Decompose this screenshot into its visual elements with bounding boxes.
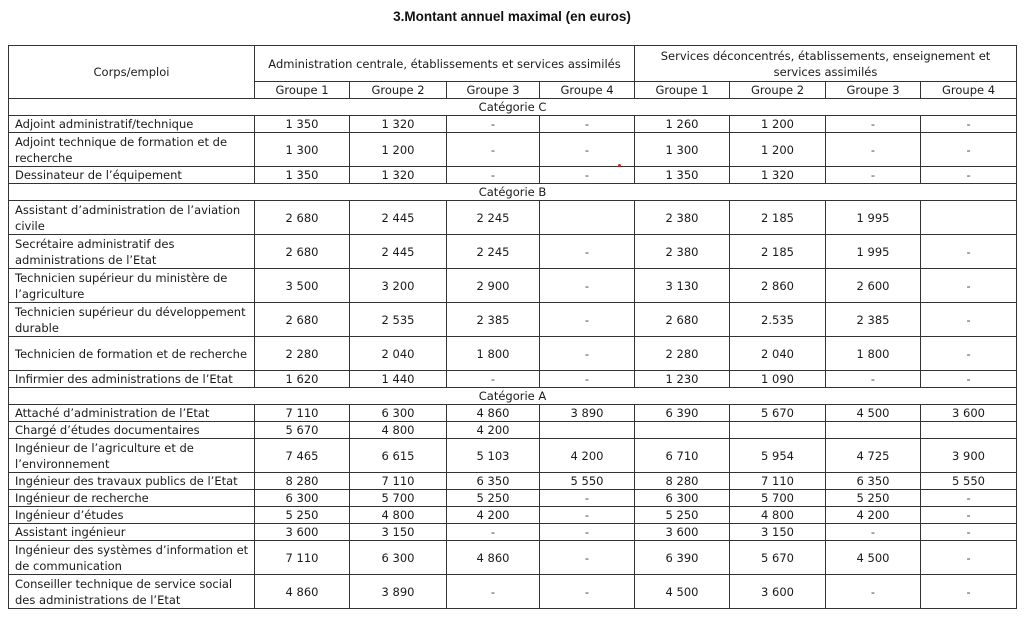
- amount-cell: -: [921, 507, 1017, 524]
- amount-cell: 8 280: [255, 473, 350, 490]
- amount-cell: -: [921, 490, 1017, 507]
- amount-cell: 7 465: [255, 439, 350, 473]
- amount-cell: 1 260: [635, 116, 730, 133]
- amount-cell: -: [540, 269, 635, 303]
- amount-cell: -: [540, 524, 635, 541]
- column-header-corps: Corps/emploi: [9, 46, 255, 99]
- amount-cell: -: [540, 167, 635, 184]
- amount-cell: 4 500: [826, 541, 921, 575]
- red-dot-mark: [618, 164, 621, 167]
- table-row: [9, 575, 1017, 609]
- amount-cell: 2 445: [350, 201, 447, 235]
- category-row: [9, 388, 1017, 405]
- page-title: 3.Montant annuel maximal (en euros): [393, 9, 631, 24]
- amount-cell: 2 245: [447, 201, 540, 235]
- amount-cell: 4 500: [826, 405, 921, 422]
- corps-label: Assistant d’administration de l’aviation civile: [9, 201, 255, 235]
- table-row: [9, 269, 1017, 303]
- category-row: [9, 184, 1017, 201]
- amount-cell: [540, 422, 635, 439]
- corps-label: Secrétaire administratif des administrations de l’Etat: [9, 235, 255, 269]
- amount-cell: -: [826, 371, 921, 388]
- table-row: [9, 337, 1017, 371]
- amount-cell: 3 200: [350, 269, 447, 303]
- category-label: Catégorie C: [9, 99, 1017, 116]
- amount-cell: 4 200: [826, 507, 921, 524]
- corps-label: Technicien supérieur du ministère de l’agriculture: [9, 269, 255, 303]
- table-row: [9, 303, 1017, 337]
- amount-cell: 6 300: [350, 405, 447, 422]
- corps-label: Chargé d’études documentaires: [9, 422, 255, 439]
- amount-cell: 5 670: [730, 541, 826, 575]
- amount-cell: 5 250: [447, 490, 540, 507]
- column-header-groupe: Groupe 4: [921, 82, 1017, 99]
- amount-cell: 3 600: [635, 524, 730, 541]
- amount-cell: 6 710: [635, 439, 730, 473]
- corps-label: Dessinateur de l’équipement: [9, 167, 255, 184]
- amount-cell: -: [826, 167, 921, 184]
- amount-cell: 6 300: [255, 490, 350, 507]
- amount-cell: 3 890: [350, 575, 447, 609]
- amount-cell: 2 380: [635, 235, 730, 269]
- amount-cell: [540, 201, 635, 235]
- amount-cell: 5 550: [540, 473, 635, 490]
- amount-cell: -: [921, 371, 1017, 388]
- amount-cell: 5 103: [447, 439, 540, 473]
- corps-label: Ingénieur de l’agriculture et de l’environnement: [9, 439, 255, 473]
- table-row: [9, 235, 1017, 269]
- amount-cell: -: [921, 337, 1017, 371]
- category-label: Catégorie A: [9, 388, 1017, 405]
- column-group-administration-centrale: Administration centrale, établissements et services assimilés: [255, 46, 635, 82]
- amount-cell: 1 090: [730, 371, 826, 388]
- amount-cell: 6 350: [447, 473, 540, 490]
- amount-cell: 1 350: [255, 167, 350, 184]
- header-row-top: [9, 46, 1017, 82]
- amount-cell: -: [540, 490, 635, 507]
- column-group-services-deconcentres: Services déconcentrés, établissements, enseignement et services assimilés: [635, 46, 1017, 82]
- amount-cell: 2 040: [350, 337, 447, 371]
- amount-cell: -: [540, 575, 635, 609]
- column-header-groupe: Groupe 4: [540, 82, 635, 99]
- amount-cell: 5 954: [730, 439, 826, 473]
- amount-cell: -: [540, 507, 635, 524]
- amount-cell: 4 200: [447, 507, 540, 524]
- amount-cell: 2 385: [826, 303, 921, 337]
- table-row: [9, 541, 1017, 575]
- amount-cell: [826, 422, 921, 439]
- allowance-table: [8, 45, 1017, 609]
- amount-cell: 2 680: [255, 235, 350, 269]
- amount-cell: 1 800: [447, 337, 540, 371]
- column-header-groupe: Groupe 3: [447, 82, 540, 99]
- amount-cell: -: [540, 116, 635, 133]
- amount-cell: -: [447, 524, 540, 541]
- amount-cell: 2 280: [255, 337, 350, 371]
- amount-cell: 2 680: [255, 201, 350, 235]
- amount-cell: 2 245: [447, 235, 540, 269]
- amount-cell: -: [447, 371, 540, 388]
- amount-cell: 5 250: [635, 507, 730, 524]
- amount-cell: -: [921, 235, 1017, 269]
- amount-cell: 3 130: [635, 269, 730, 303]
- amount-cell: 2 040: [730, 337, 826, 371]
- amount-cell: 1 995: [826, 201, 921, 235]
- amount-cell: 1 320: [350, 116, 447, 133]
- amount-cell: [921, 422, 1017, 439]
- corps-label: Assistant ingénieur: [9, 524, 255, 541]
- corps-label: Infirmier des administrations de l’Etat: [9, 371, 255, 388]
- amount-cell: 5 250: [826, 490, 921, 507]
- amount-cell: 7 110: [255, 541, 350, 575]
- amount-cell: -: [447, 116, 540, 133]
- table-row: [9, 507, 1017, 524]
- column-header-groupe: Groupe 2: [350, 82, 447, 99]
- amount-cell: 1 995: [826, 235, 921, 269]
- amount-cell: -: [826, 133, 921, 167]
- table-row: [9, 473, 1017, 490]
- amount-cell: 6 300: [635, 490, 730, 507]
- amount-cell: 1 200: [350, 133, 447, 167]
- amount-cell: -: [540, 337, 635, 371]
- amount-cell: 2 185: [730, 201, 826, 235]
- corps-label: Technicien supérieur du développement durable: [9, 303, 255, 337]
- amount-cell: 8 280: [635, 473, 730, 490]
- amount-cell: 4 725: [826, 439, 921, 473]
- amount-cell: -: [921, 575, 1017, 609]
- amount-cell: 2 385: [447, 303, 540, 337]
- amount-cell: -: [540, 541, 635, 575]
- table-row: [9, 524, 1017, 541]
- amount-cell: 6 300: [350, 541, 447, 575]
- amount-cell: 3 890: [540, 405, 635, 422]
- amount-cell: -: [826, 524, 921, 541]
- amount-cell: 1 320: [350, 167, 447, 184]
- amount-cell: 3 150: [730, 524, 826, 541]
- category-label: Catégorie B: [9, 184, 1017, 201]
- amount-cell: 2 280: [635, 337, 730, 371]
- amount-cell: 3 900: [921, 439, 1017, 473]
- amount-cell: 2 900: [447, 269, 540, 303]
- table-row: [9, 405, 1017, 422]
- amount-cell: -: [540, 303, 635, 337]
- column-header-groupe: Groupe 1: [255, 82, 350, 99]
- amount-cell: 4 200: [540, 439, 635, 473]
- amount-cell: 1 440: [350, 371, 447, 388]
- amount-cell: -: [826, 116, 921, 133]
- amount-cell: 5 700: [730, 490, 826, 507]
- amount-cell: 5 670: [730, 405, 826, 422]
- corps-label: Ingénieur de recherche: [9, 490, 255, 507]
- table-row: [9, 167, 1017, 184]
- amount-cell: 1 350: [255, 116, 350, 133]
- column-header-groupe: Groupe 1: [635, 82, 730, 99]
- amount-cell: 1 300: [635, 133, 730, 167]
- amount-cell: 6 390: [635, 405, 730, 422]
- amount-cell: 2 535: [350, 303, 447, 337]
- corps-label: Ingénieur des systèmes d’information et de communication: [9, 541, 255, 575]
- amount-cell: 4 860: [447, 541, 540, 575]
- table-body: [9, 99, 1017, 609]
- amount-cell: -: [826, 575, 921, 609]
- amount-cell: 4 800: [350, 507, 447, 524]
- amount-cell: -: [447, 575, 540, 609]
- amount-cell: 1 230: [635, 371, 730, 388]
- table-row: [9, 490, 1017, 507]
- table-row: [9, 133, 1017, 167]
- amount-cell: -: [447, 133, 540, 167]
- amount-cell: 2 445: [350, 235, 447, 269]
- amount-cell: [635, 422, 730, 439]
- amount-cell: 3 600: [921, 405, 1017, 422]
- amount-cell: -: [921, 167, 1017, 184]
- amount-cell: 7 110: [730, 473, 826, 490]
- amount-cell: 2 185: [730, 235, 826, 269]
- corps-label: Attaché d’administration de l’Etat: [9, 405, 255, 422]
- amount-cell: 2 380: [635, 201, 730, 235]
- corps-label: Adjoint technique de formation et de recherche: [9, 133, 255, 167]
- amount-cell: 4 800: [730, 507, 826, 524]
- amount-cell: 1 620: [255, 371, 350, 388]
- amount-cell: -: [921, 541, 1017, 575]
- amount-cell: 5 700: [350, 490, 447, 507]
- corps-label: Ingénieur d’études: [9, 507, 255, 524]
- amount-cell: 6 390: [635, 541, 730, 575]
- amount-cell: 2.535: [730, 303, 826, 337]
- amount-cell: -: [921, 133, 1017, 167]
- amount-cell: 5 670: [255, 422, 350, 439]
- amount-cell: 3 500: [255, 269, 350, 303]
- amount-cell: -: [540, 371, 635, 388]
- amount-cell: [730, 422, 826, 439]
- table-row: [9, 371, 1017, 388]
- amount-cell: -: [540, 235, 635, 269]
- amount-cell: 4 800: [350, 422, 447, 439]
- amount-cell: -: [921, 116, 1017, 133]
- amount-cell: 4 500: [635, 575, 730, 609]
- column-header-groupe: Groupe 2: [730, 82, 826, 99]
- table-row: [9, 201, 1017, 235]
- amount-cell: 3 150: [350, 524, 447, 541]
- amount-cell: 1 800: [826, 337, 921, 371]
- corps-label: Ingénieur des travaux publics de l’Etat: [9, 473, 255, 490]
- table-row: [9, 439, 1017, 473]
- amount-cell: 2 860: [730, 269, 826, 303]
- amount-cell: -: [921, 269, 1017, 303]
- amount-cell: -: [921, 303, 1017, 337]
- amount-cell: 4 860: [255, 575, 350, 609]
- amount-cell: 4 860: [447, 405, 540, 422]
- amount-cell: 1 200: [730, 116, 826, 133]
- amount-cell: 7 110: [255, 405, 350, 422]
- amount-cell: 5 250: [255, 507, 350, 524]
- column-header-groupe: Groupe 3: [826, 82, 921, 99]
- amount-cell: 2 680: [255, 303, 350, 337]
- amount-cell: 6 615: [350, 439, 447, 473]
- table-row: [9, 116, 1017, 133]
- amount-cell: 1 350: [635, 167, 730, 184]
- amount-cell: 3 600: [255, 524, 350, 541]
- table-row: [9, 422, 1017, 439]
- amount-cell: 4 200: [447, 422, 540, 439]
- amount-cell: [921, 201, 1017, 235]
- corps-label: Technicien de formation et de recherche: [9, 337, 255, 371]
- amount-cell: 1 320: [730, 167, 826, 184]
- amount-cell: 2 680: [635, 303, 730, 337]
- category-row: [9, 99, 1017, 116]
- amount-cell: 1 300: [255, 133, 350, 167]
- amount-cell: -: [921, 524, 1017, 541]
- corps-label: Adjoint administratif/technique: [9, 116, 255, 133]
- amount-cell: 6 350: [826, 473, 921, 490]
- corps-label: Conseiller technique de service social des administrations de l’Etat: [9, 575, 255, 609]
- amount-cell: 7 110: [350, 473, 447, 490]
- amount-cell: -: [540, 133, 635, 167]
- amount-cell: -: [447, 167, 540, 184]
- amount-cell: 1 200: [730, 133, 826, 167]
- amount-cell: 2 600: [826, 269, 921, 303]
- amount-cell: 3 600: [730, 575, 826, 609]
- amount-cell: 5 550: [921, 473, 1017, 490]
